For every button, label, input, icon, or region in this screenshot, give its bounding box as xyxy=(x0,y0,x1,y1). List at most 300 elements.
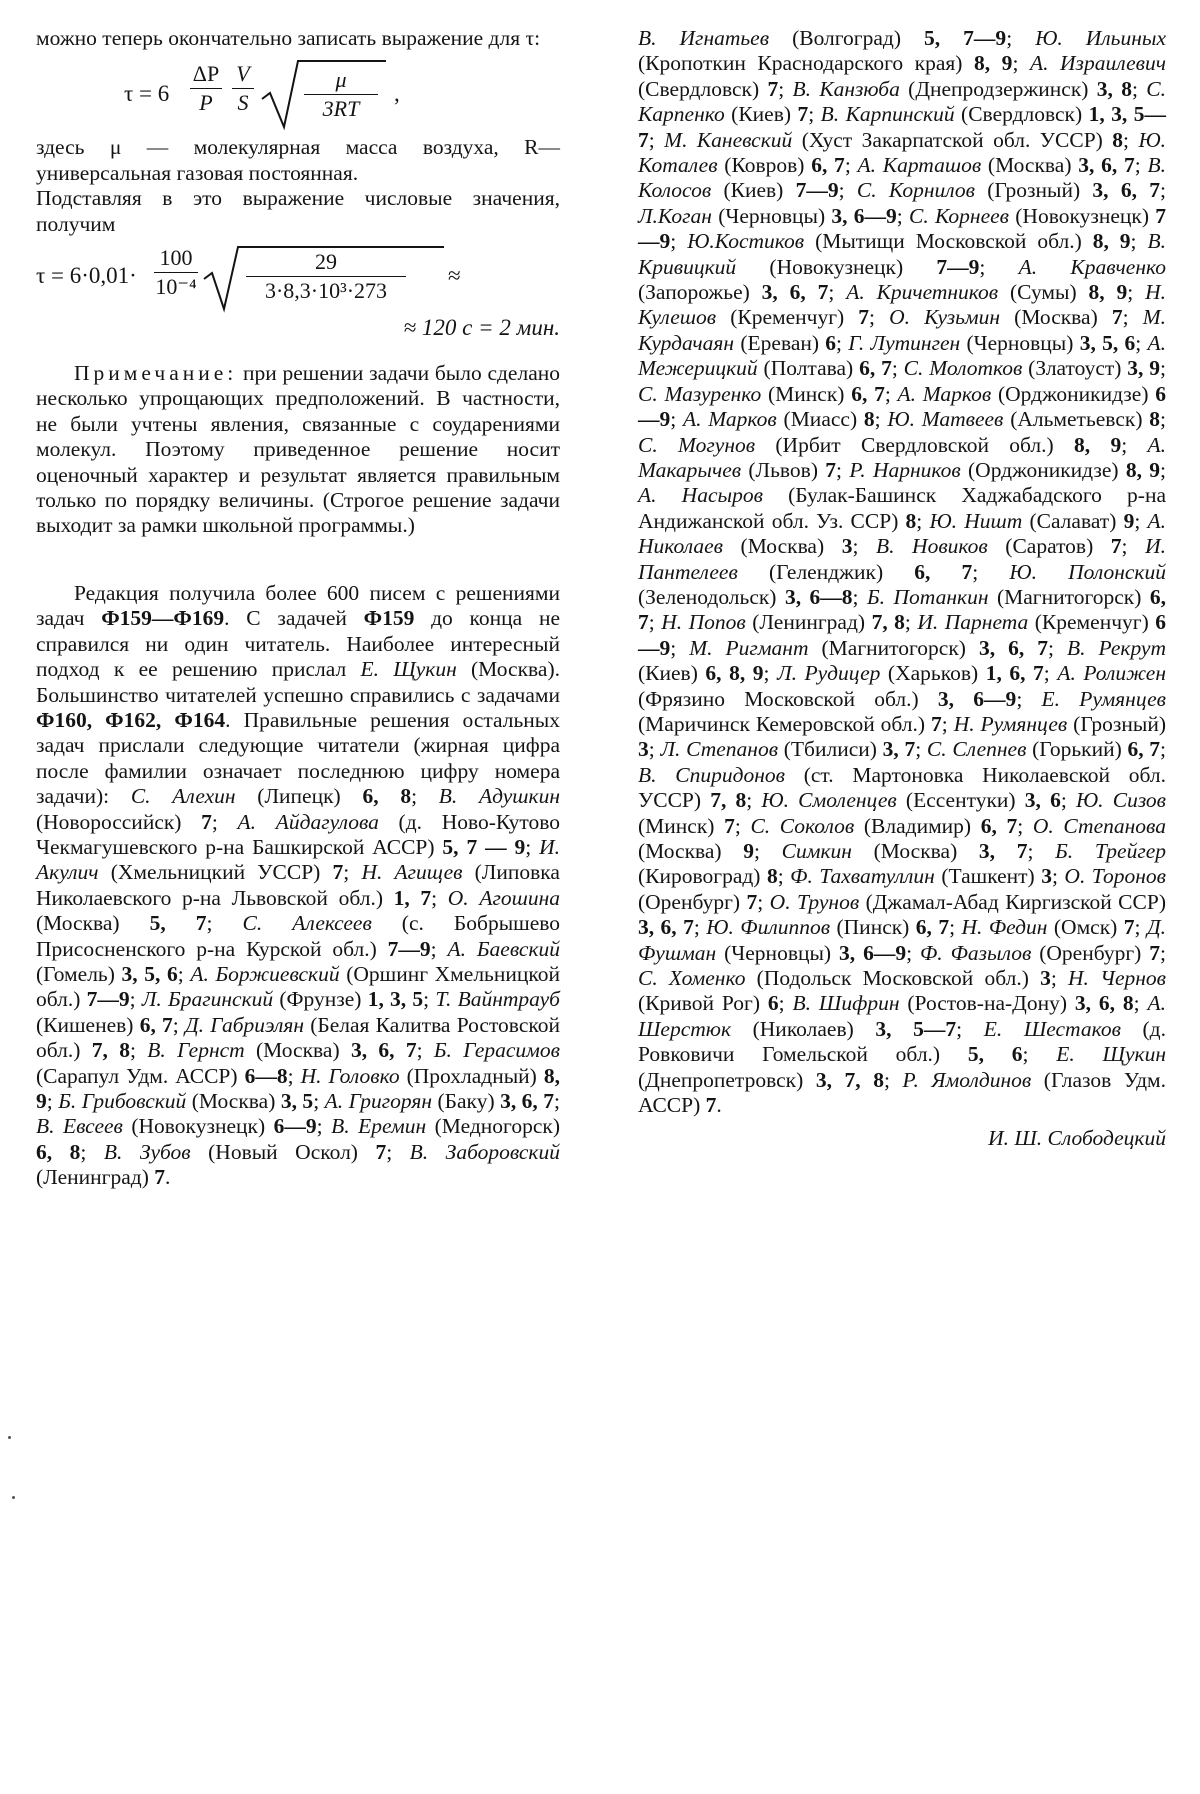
reader-task-numbers: 3, 6, 7 xyxy=(500,1089,555,1113)
reader-entry: Ю. Коталев (Ковров) 6, 7; xyxy=(638,127,1167,178)
reader-name: Е. Шестаков xyxy=(983,1016,1121,1041)
reader-place: (Фрязино Московской обл.) xyxy=(638,686,938,711)
reader-task-numbers: 6, 7 xyxy=(915,915,950,940)
reader-name: Ю. Ильиных xyxy=(1035,26,1166,50)
reader-place: (Полтава) xyxy=(757,356,860,381)
reader-task-numbers: 3, 6, 7 xyxy=(1092,178,1161,203)
reader-entry: В. Колосов (Киев) 7—9; xyxy=(638,153,1166,203)
reader-task-numbers: 7 xyxy=(825,457,837,482)
reader-place: (Николаев) xyxy=(731,1016,876,1041)
reader-entry: Н. Попов (Ленинград) 7, 8; xyxy=(661,610,918,635)
reader-task-numbers: 3 xyxy=(638,737,649,762)
reader-place: (Киев) xyxy=(638,661,706,686)
reader-entry: Ю. Сизов (Минск) 7; xyxy=(638,788,1167,838)
reader-place: (Геленджик) xyxy=(737,559,915,584)
reader-name: А. Марков xyxy=(683,407,777,432)
reader-name: А. Межерицкий xyxy=(638,330,1166,381)
reader-entry: А. Марков (Орджоникидзе) 6—9; xyxy=(638,381,1166,432)
reader-place: (Фрунзе) xyxy=(273,987,368,1012)
reader-task-numbers: 6, 7 xyxy=(139,1012,173,1037)
reader-place: (Ростов-на-Дону) xyxy=(899,991,1075,1016)
reader-entry: Д. Фушман (Черновцы) 3, 6—9; xyxy=(638,915,1166,965)
formula-tail: , xyxy=(394,81,400,107)
reader-entry: Е. Шестаков (д. Ровковичи Гомельской обл.) 5, 6; xyxy=(638,1016,1166,1067)
reader-entry: А. Насыров (Булак-Башинск Хаджабадского р-на Андижанской обл. Уз. ССР) 8; xyxy=(638,483,1166,533)
reader-entry: А. Баевский (Гомель) 3, 5, 6; xyxy=(36,936,561,986)
reader-name: О. Степанова xyxy=(1032,813,1166,838)
reader-entry: Ю. Полонский (Зеленодольск) 3, 6—8; xyxy=(638,559,1166,609)
reader-name: Ю. Коталев xyxy=(638,127,1167,178)
reader-task-numbers: 6—8 xyxy=(244,1063,288,1088)
reader-task-numbers: 7 xyxy=(724,813,735,838)
reader-name: Б. Потанкин xyxy=(867,584,989,609)
reader-name: О. Агошина xyxy=(447,885,560,910)
reader-task-numbers: 5, 7 xyxy=(149,911,207,936)
reader-name: Н. Головко xyxy=(300,1063,400,1088)
reader-name: Е. Щукин xyxy=(1056,1042,1166,1067)
reader-place: (Орджоникидзе) xyxy=(960,457,1126,482)
intro-text: можно теперь окончательно записать выражение для τ: xyxy=(36,26,541,50)
reader-name: Ю. Филиппов xyxy=(706,915,831,940)
reader-name: Н. Румянцев xyxy=(953,711,1068,736)
reader-name: Б. Герасимов xyxy=(433,1038,560,1063)
formula2-result: ≈ 120 с = 2 мин. xyxy=(403,315,560,341)
reader-entry: Ф. Фазылов (Оренбург) 7; xyxy=(920,940,1166,965)
reader-place: (Москва) xyxy=(244,1038,351,1063)
reader-task-numbers: 7, 8 xyxy=(91,1038,130,1063)
reader-place: (Гомель) xyxy=(36,961,122,986)
reader-entry: И. Парнета (Кременчуг) 6—9; xyxy=(638,610,1166,660)
reader-name: В. Адушкин xyxy=(438,784,560,809)
reader-place: (Хуст Закарпатской обл. УССР) xyxy=(792,127,1113,152)
reader-entry: В. Игнатьев (Волгоград) 5, 7—9; xyxy=(638,26,1036,50)
reader-task-numbers: 6—9 xyxy=(638,381,1166,432)
reader-name: Ю. Матвеев xyxy=(887,407,1004,432)
reader-name: О. Кузьмин xyxy=(889,305,1001,330)
reader-entry: В. Забор​овский (Ленинград) 7. xyxy=(36,1139,560,1190)
reader-place: (Оршинг Хмельницкой обл.) xyxy=(36,961,560,1012)
reader-place: (Ереван) xyxy=(734,330,826,355)
reader-task-numbers: 3, 7, 8 xyxy=(815,1067,884,1092)
note-paragraph: Примечание: при решении задачи было сделано несколько упрощающих предположений. В частности, не были учтены явления, связанные с соударениями молекул. Поэтому приведенное решение носит оценочный характер и результат является правильным только по порядку величины. (Строгое решение задачи выходит за рамки школьной программы.) xyxy=(36,361,560,538)
reader-task-numbers: 3, 6—9 xyxy=(839,940,907,965)
reader-name: Н. Кулешов xyxy=(638,280,1166,330)
reader-name: В. Забор​овский xyxy=(409,1139,560,1164)
reader-name: Д. Фушман xyxy=(638,915,1166,965)
reader-name: В. Гернст xyxy=(147,1038,245,1063)
reader-name: Т. Вайнтрауб xyxy=(435,987,560,1012)
reader-task-numbers: 8, 9 xyxy=(36,1063,560,1113)
reader-entry: А. Николаев (Москва) 3; xyxy=(638,508,1166,559)
reader-name: А. Карташов xyxy=(857,153,982,178)
reader-name: М. Курдачаян xyxy=(638,305,1166,355)
reader-task-numbers: 3, 5—7 xyxy=(875,1016,957,1041)
reader-task-numbers: 3, 6, 7 xyxy=(761,280,829,305)
reader-place: (Грозный) xyxy=(974,178,1093,203)
reader-name: А. Кравченко xyxy=(1018,254,1166,279)
reader-task-numbers: 7—9 xyxy=(638,203,1166,254)
reader-task-numbers: 7 xyxy=(1149,940,1161,965)
reader-entry: А. Макарычев (Львов) 7; xyxy=(638,432,1167,482)
reader-task-numbers: 3, 7 xyxy=(882,737,916,762)
reader-entry: В. Кривицкий (Новокузнецк) 7—9; xyxy=(638,229,1166,279)
reader-name: А. Ролижен xyxy=(1057,661,1167,686)
reader-name: Н. Агищев xyxy=(361,860,463,885)
reader-task-numbers: 7 xyxy=(797,102,809,127)
reader-name: В. Новиков xyxy=(875,534,988,559)
formula-fraction-dp: ΔP P xyxy=(190,61,222,116)
reader-place: (Москва) xyxy=(36,911,150,936)
reader-place: (Кременчуг) xyxy=(1028,610,1156,635)
reader-place: (Златоуст) xyxy=(1022,356,1128,381)
reader-task-numbers: 6, 7 xyxy=(914,559,973,584)
reader-entry: С. Корнеев (Новокузнецк) 7—9; xyxy=(638,203,1166,254)
reader-task-numbers: 3, 6, 8 xyxy=(1074,991,1134,1016)
reader-name: Л.Коган xyxy=(638,203,712,228)
reader-task-numbers: 1, 6, 7 xyxy=(985,661,1044,686)
reader-entry: Р. Ямолдинов (Глазов Удм. АССР) 7. xyxy=(638,1067,1166,1118)
reader-place: (Черновцы) xyxy=(716,940,840,965)
reader-name: Ю. Ништ xyxy=(929,508,1023,533)
reader-place: (Москва) xyxy=(1000,305,1112,330)
reader-task-numbers: 8 xyxy=(1149,407,1161,432)
reader-task-numbers: 3, 6, 7 xyxy=(1078,153,1135,178)
reader-place: (Черновцы) xyxy=(960,330,1080,355)
reader-place: (Медногорск) xyxy=(426,1114,560,1139)
reader-task-numbers: 9 xyxy=(1123,508,1135,533)
reader-place: (Харьков) xyxy=(880,661,986,686)
reader-place: (Львов) xyxy=(741,457,826,482)
reader-task-numbers: 3 xyxy=(1040,966,1051,991)
reader-entry: Ю. Смоленцев (Ессентуки) 3, 6; xyxy=(761,788,1076,813)
reader-place: (д. Ровковичи Гомельской обл.) xyxy=(638,1016,1166,1067)
reader-task-numbers: 8, 9 xyxy=(1092,229,1131,254)
reader-task-numbers: 8 xyxy=(766,864,778,889)
reader-place: (Кременчуг) xyxy=(716,305,859,330)
reader-entry: Н. Румянцев (Грозный) 3; xyxy=(638,711,1166,762)
reader-place: (Днепропетровск) xyxy=(638,1067,816,1092)
reader-entry: А. Кравченко (Запорожье) 3, 6, 7; xyxy=(638,254,1166,305)
reader-task-numbers: 6, 7 xyxy=(851,381,885,406)
reader-place: (Ленинград) xyxy=(36,1165,155,1190)
readers-list-right xyxy=(638,26,1166,1118)
reader-entry: В. Гернст (Москва) 3, 6, 7; xyxy=(147,1038,434,1063)
reader-name: О. Торонов xyxy=(1064,864,1166,889)
scan-speck xyxy=(8,1436,11,1439)
reader-name: Ю. Смоленцев xyxy=(761,788,897,813)
scan-speck xyxy=(12,1496,15,1499)
reader-task-numbers: 3 xyxy=(841,534,853,559)
reader-name: А. Григорян xyxy=(324,1089,433,1113)
reader-entry: Н. Федин (Омск) 7; xyxy=(961,915,1147,940)
reader-name: И. Пантелеев xyxy=(638,534,1166,584)
reader-entry: В. Рекрут (Киев) 6, 8, 9; xyxy=(638,635,1166,686)
reader-entry: Ф. Тахватуллин (Ташкент) 3; xyxy=(790,864,1065,889)
reader-name: А. Боржиевский xyxy=(190,961,340,986)
reader-place: (Владимир) xyxy=(854,813,981,838)
reader-task-numbers: 8 xyxy=(905,508,917,533)
reader-task-numbers: 6, 7 xyxy=(980,813,1018,838)
reader-task-numbers: 3, 6, 7 xyxy=(350,1038,417,1063)
reader-entry: В. Карпинский (Свердловск) 1, 3, 5—7; xyxy=(638,102,1166,152)
reader-task-numbers: 5, 7—9 xyxy=(924,26,1007,50)
reader-entry: М. Каневский (Хуст Закарпатской обл. УССР) 8; xyxy=(664,127,1139,152)
reader-name: Е. Румянцев xyxy=(1041,686,1166,711)
reader-entry: Ю.Костиков (Мытищи Московской обл.) 8, 9; xyxy=(687,229,1148,254)
reader-place: (Новокузнецк) xyxy=(1009,203,1156,228)
reader-place: (Белая Калитва Ростовской обл.) xyxy=(36,1012,560,1063)
reader-name: С. Слепнев xyxy=(926,737,1027,762)
reader-place: (Горький) xyxy=(1026,737,1128,762)
reader-place: (Кировоград) xyxy=(638,864,767,889)
reader-place: (Свердловск) xyxy=(954,102,1089,127)
formula-root-fraction: μ 3RT xyxy=(304,67,378,122)
reader-entry: Н. Агищев (Липовка Николаевского р-на Львовской обл.) 1, 7; xyxy=(36,860,560,910)
reader-task-numbers: 3 xyxy=(1041,864,1052,889)
reader-entry: В. Еремин (Медногорск) 6, 8; xyxy=(36,1114,560,1164)
reader-place: (Оренбург) xyxy=(638,889,747,914)
formula2-fraction: 100 10⁻⁴ xyxy=(155,245,197,300)
reader-name: В. Шифрин xyxy=(792,991,900,1016)
reader-task-numbers: 9 xyxy=(743,839,755,863)
reader-task-numbers: 7—9 xyxy=(387,936,431,961)
reader-task-numbers: 3, 6—9 xyxy=(937,686,1017,711)
reader-entry: О. Трунов (Джамал-Абад Киргизской ССР) 3, 6, 7; xyxy=(638,889,1166,940)
reader-place: (Свердловск) xyxy=(638,76,768,101)
reader-place: (Ессентуки) xyxy=(896,788,1025,813)
reader-entry: Л. Степанов (Тбилиси) 3, 7; xyxy=(660,737,927,762)
reader-place: (Черновцы) xyxy=(711,203,832,228)
reader-task-numbers: 3, 8 xyxy=(1096,76,1132,101)
reader-place: (Грозный) xyxy=(1067,711,1166,736)
reader-place: (Днепродзержинск) xyxy=(899,76,1097,101)
reader-task-numbers: 5, 7 — 9 xyxy=(442,834,526,859)
right-column xyxy=(638,26,1166,1152)
reader-entry: Р. Нарников (Орджоникидзе) 8, 9; xyxy=(849,457,1166,482)
reader-name: С. Карпенко xyxy=(638,76,1166,127)
reader-place: (Глазов Удм. АССР) xyxy=(638,1067,1166,1118)
reader-task-numbers: 7 xyxy=(375,1139,387,1164)
reader-entry: А. Шерстюк (Николаев) 3, 5—7; xyxy=(638,991,1167,1041)
reader-name: А. Марков xyxy=(897,381,992,406)
reader-task-numbers: 7 xyxy=(746,889,758,914)
reader-place: (Кропоткин Краснодарского края) xyxy=(638,51,974,76)
reader-entry: В. Шифрин (Ростов-на-Дону) 3, 6, 8; xyxy=(792,991,1148,1016)
formula-fraction-vs: V S xyxy=(232,61,254,116)
reader-task-numbers: 8 xyxy=(863,407,875,432)
reader-task-numbers: 7 xyxy=(154,1165,165,1190)
reader-entry: Л.Коган (Черновцы) 3, 6—9; xyxy=(638,203,909,228)
reader-entry: Б. Трейгер (Кировоград) 8; xyxy=(638,839,1167,889)
reader-entry: О. Торонов (Оренбург) 7; xyxy=(638,864,1166,914)
reader-name: С. Соколов xyxy=(750,813,855,838)
tau-formula xyxy=(36,55,560,131)
reader-name: Н. Попов xyxy=(661,610,746,635)
reader-place: (Волгоград) xyxy=(769,26,925,50)
reader-place: (д. Ново-Кутово Чекмагушевского р-на Башкирской АССР) xyxy=(36,809,560,859)
reader-entry: Д. Габриэлян (Белая Калитва Ростовской обл.) 7, 8; xyxy=(36,1012,560,1063)
reader-name: В. Евсеев xyxy=(36,1114,123,1139)
reader-task-numbers: 7, 8 xyxy=(871,610,905,635)
reader-entry: Е. Щукин (Днепропетровск) 3, 7, 8; xyxy=(638,1042,1166,1092)
left-column xyxy=(36,26,560,1191)
reader-task-numbers: 3, 6—9 xyxy=(831,203,897,228)
reader-task-numbers: 6, 7 xyxy=(859,356,892,381)
reader-place: (Орджоникидзе) xyxy=(991,381,1156,406)
formula2-root-fraction: 29 3·8,3·10³·273 xyxy=(246,249,406,304)
reader-name: М. Каневский xyxy=(664,127,793,152)
reader-name: Л. Рудицер xyxy=(777,661,881,686)
reader-name: С. Алексеев xyxy=(242,911,372,936)
reader-place: (Запорожье) xyxy=(638,280,762,305)
reader-name: С. Корнилов xyxy=(856,178,975,203)
reader-place: (Москва) xyxy=(723,534,842,559)
reader-task-numbers: 7 xyxy=(201,809,212,834)
reader-place: (Пинск) xyxy=(830,915,916,940)
reader-entry: М. Ригмант (Магнитогорск) 3, 6, 7; xyxy=(689,635,1067,660)
reader-task-numbers: 8, 9 xyxy=(1088,280,1128,305)
reader-task-numbers: 1, 3, 5 xyxy=(367,987,424,1012)
reader-name: Ф. Фазылов xyxy=(920,940,1032,965)
reader-task-numbers: 3, 6, 7 xyxy=(638,915,694,940)
reader-task-numbers: 7—9 xyxy=(795,178,839,203)
reader-entry: Ю. Ништ (Салават) 9; xyxy=(929,508,1148,533)
reader-entry: М. Курдачаян (Ереван) 6; xyxy=(638,305,1166,355)
reader-entry: С. Могунов (Ирбит Свердловской обл.) 8, 9; xyxy=(638,432,1148,457)
reader-entry: А. Карташов (Москва) 3, 6, 7; xyxy=(857,153,1148,178)
reader-entry: В. Новиков (Саратов) 7; xyxy=(875,534,1146,559)
reader-place: (Хмельницкий УССР) xyxy=(98,860,333,885)
reader-name: А. Баевский xyxy=(447,936,561,961)
reader-entry: Л. Рудицер (Харьков) 1, 6, 7; xyxy=(777,661,1058,686)
reader-task-numbers: 7 xyxy=(858,305,870,330)
reader-name: А. Насыров xyxy=(638,483,763,508)
reader-entry: С. Слепнев (Горький) 6, 7; xyxy=(926,737,1167,762)
reader-name: Б. Трейгер xyxy=(1055,839,1167,863)
reader-task-numbers: 1, 3, 5—7 xyxy=(638,102,1166,152)
reader-place: (Москва) xyxy=(638,839,744,863)
formula2-lhs: τ = 6·0,01· xyxy=(36,263,137,289)
reader-place: (Ковров) xyxy=(717,153,812,178)
reader-place: (Омск) xyxy=(1047,915,1124,940)
reader-place: (Мытищи Московской обл.) xyxy=(804,229,1093,254)
reader-task-numbers: 6, 8 xyxy=(362,784,412,809)
reader-place: (Киев) xyxy=(711,178,796,203)
reader-entry: Л. Брагинский (Фрунзе) 1, 3, 5; xyxy=(141,987,436,1012)
reader-task-numbers: 3, 5, 6 xyxy=(121,961,178,986)
reader-entry: С. Алехин (Липецк) 6, 8; xyxy=(130,784,439,809)
reader-place: (Москва) xyxy=(981,153,1079,178)
reader-place: (ст. Мартоновка Николаевской обл. УССР) xyxy=(638,762,1166,813)
reader-name: А. Айдагулова xyxy=(237,809,379,834)
reader-place: (Салават) xyxy=(1022,508,1124,533)
reader-entry: В. Адушкин (Новороссийск) 7; xyxy=(36,784,560,834)
reader-entry: О. Кузьмин (Москва) 7; xyxy=(889,305,1143,330)
reader-place: (Липовка Николаевского р-на Львовской обл.) xyxy=(36,860,560,910)
reader-name: Ф. Тахватуллин xyxy=(790,864,935,889)
reader-name: Р. Ямолдинов xyxy=(902,1067,1032,1092)
reader-entry: С. Соколов (Владимир) 6, 7; xyxy=(750,813,1033,838)
reader-name: С. Мазуренко xyxy=(638,381,762,406)
reader-entry: Б. Потанкин (Магнитогорск) 6, 7; xyxy=(638,584,1166,635)
reader-place: (Минск) xyxy=(638,813,725,838)
reader-task-numbers: 6—9 xyxy=(638,610,1166,660)
explain-text: здесь μ — молекулярная масса воздуха, R— универсальная газовая постоянная. xyxy=(36,135,560,185)
reader-entry: А. Григорян (Баку) 3, 6, 7; xyxy=(324,1089,561,1113)
reader-name: Симкин xyxy=(781,839,852,863)
reader-place: (Липецк) xyxy=(235,784,363,809)
reader-name: В. Рекрут xyxy=(1066,635,1166,660)
reader-place: (Подольск Московской обл.) xyxy=(745,966,1041,991)
reader-entry: И. Акулич (Хмельницкий УССР) 7; xyxy=(36,834,561,885)
reader-entry: С. Корнилов (Грозный) 3, 6, 7; xyxy=(856,178,1166,203)
reader-entry: О. Степанова (Москва) 9; xyxy=(638,813,1166,863)
reader-name: В. Спиридонов xyxy=(638,762,785,787)
editorial-paragraph: Редакция получила более 600 писем с решениями задач Ф159—Ф169. С задачей Ф159 до конца не справился ни один читатель. Наиболее интересный подход к ее решению прислал Е. Щукин (Москва). Большинство читателей успешно справились с задачами Ф160, Ф162, Ф164. Правильные решения остальных задач прислали следующие читатели (жирная цифра после фамилии означает последнюю цифру номера задачи): С. Алехин (Липецк) 6, 8; В. Адушкин (Новороссийск) 7; А. Айдагулова (д. Ново-Кутово Чекмагушевского р-на Башкирской АССР) 5, 7 — 9; И. Акулич (Хмельницкий УССР) 7; Н. Агищев (Липовка Николаевского р-на Львовской обл.) 1, 7; О. Агошина (Москва) 5, 7; С. Алексеев (с. Бобрышево Присосненского р-на Курской обл.) 7—9; А. Баевский (Гомель) 3, 5, 6; А. Боржиевский (Оршинг Хмельницкой обл.) 7—9; Л. Брагинский (Фрунзе) 1, 3, 5; Т. Вайнтрауб (Кишенев) 6, 7; Д. Габриэлян (Белая Калитва Ростовской обл.) 7, 8; В. Гернст (Москва) 3, 6, 7; Б. Герасимов (Сарапул Удм. АССР) 6—8; Н. Головко (Прохладный) 8, 9; Б. Грибовский (Москва) 3, 5; А. Григорян (Баку) 3, 6, 7; В. Евсеев (Новокузнецк) 6—9; В. Еремин (Медногорск) 6, 8; В. Зубов (Новый Оскол) 7; В. Забор​овский (Ленинград) 7. xyxy=(36,580,561,1190)
reader-name: Ю. Сизов xyxy=(1075,788,1167,813)
subst-text: Подставляя в это выражение числовые значения, получим xyxy=(36,186,560,236)
reader-entry: Г. Лутинген (Черновцы) 3, 5, 6; xyxy=(848,330,1148,355)
numeric-formula xyxy=(36,243,560,343)
reader-task-numbers: 6—9 xyxy=(273,1114,317,1139)
reader-task-numbers: 7—9 xyxy=(936,254,980,279)
reader-task-numbers: 6 xyxy=(825,330,837,355)
reader-entry: А. Ролижен (Фрязино Московской обл.) 3, 6—9; xyxy=(638,661,1167,711)
reader-name: С. Алехин xyxy=(130,784,236,809)
reader-name: С. Хоменко xyxy=(638,966,746,991)
reader-task-numbers: 7 xyxy=(705,1093,717,1118)
reader-place: (Новокузнецк) xyxy=(122,1114,274,1139)
reader-task-numbers: 6, 7 xyxy=(1127,737,1161,762)
reader-task-numbers: 1, 7 xyxy=(393,885,432,910)
reader-entry: Н. Головко (Прохладный) 8, 9; xyxy=(36,1063,560,1113)
reader-name: Р. Нарников xyxy=(849,457,961,482)
reader-place: (Сарапул Удм. АССР) xyxy=(36,1063,245,1088)
reader-name: А. Шерстюк xyxy=(638,991,1167,1041)
reader-entry: И. Пантелеев (Геленджик) 6, 7; xyxy=(638,534,1166,584)
reader-name: В. Канзюба xyxy=(792,76,900,101)
reader-entry: С. Хоменко (Подольск Московской обл.) 3; xyxy=(638,966,1069,991)
reader-place: (Маричинск Кемеровской обл.) xyxy=(638,711,932,736)
reader-task-numbers: 6, 7 xyxy=(811,153,845,178)
reader-name: В. Карпинский xyxy=(820,102,955,127)
reader-name: А. Николаев xyxy=(638,508,1166,559)
reader-entry: В. Евсеев (Новокузнецк) 6—9; xyxy=(36,1114,332,1139)
reader-entry: А. Межерицкий (Полтава) 6, 7; xyxy=(638,330,1166,381)
reader-task-numbers: 3, 6, 7 xyxy=(978,635,1048,660)
reader-task-numbers: 6 xyxy=(767,991,779,1016)
reader-task-numbers: 7 xyxy=(1123,915,1135,940)
reader-task-numbers: 3, 5, 6 xyxy=(1079,330,1136,355)
reader-name: В. Игнатьев xyxy=(638,26,770,50)
reader-name: В. Колосов xyxy=(638,153,1166,203)
reader-task-numbers: 3, 6—8 xyxy=(784,584,853,609)
reader-place: (Джамал-Абад Киргизской ССР) xyxy=(859,889,1166,914)
reader-place: (Новокузнецк) xyxy=(736,254,937,279)
reader-name: Г. Лутинген xyxy=(848,330,961,355)
reader-place: (Баку) xyxy=(432,1089,501,1113)
reader-place: (Альметьевск) xyxy=(1003,407,1150,432)
reader-name: В. Зубов xyxy=(103,1139,191,1164)
reader-place: (Оренбург) xyxy=(1031,940,1150,965)
reader-entry: Н. Кулешов (Кременчуг) 7; xyxy=(638,280,1166,330)
reader-name: Л. Степанов xyxy=(660,737,779,762)
reader-entry: Ю. Матвеев (Альметьевск) 8; xyxy=(887,407,1166,432)
reader-name: С. Могунов xyxy=(638,432,756,457)
signature: И. Ш. Слободецкий xyxy=(988,1126,1166,1151)
reader-task-numbers: 3, 7 xyxy=(978,839,1028,863)
reader-entry: Б. Герасимов (Сарапул Удм. АССР) 6—8; xyxy=(36,1038,560,1088)
